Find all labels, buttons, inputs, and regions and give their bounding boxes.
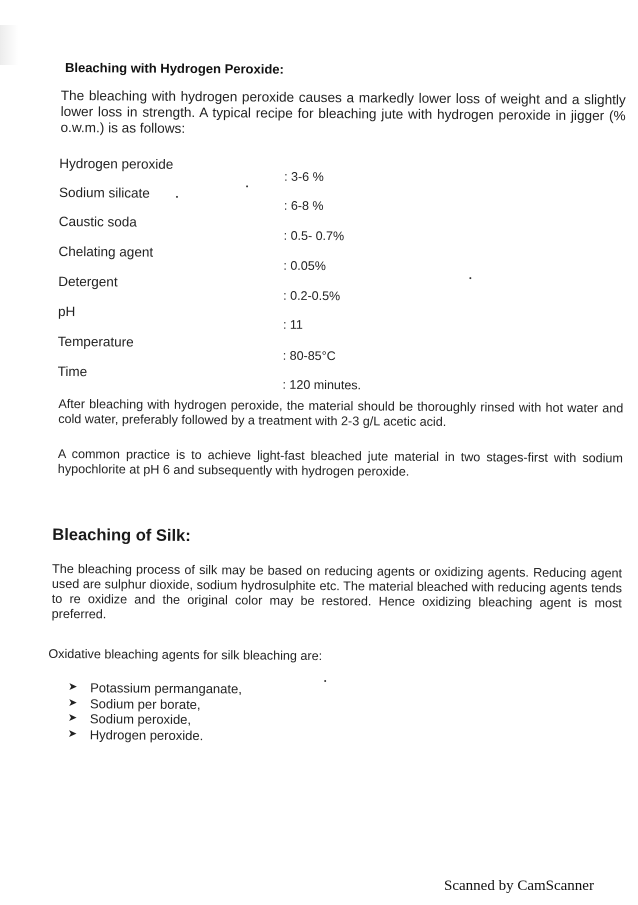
recipe-amount: : 11 [282, 317, 303, 332]
recipe-ingredient: Temperature [57, 333, 134, 350]
recipe-row [58, 273, 418, 304]
recipe-row [57, 363, 418, 393]
scan-speck [246, 185, 248, 187]
two-stage-paragraph: A common practice is to achieve light-fast bleached jute material in two stages-first with sodium hypochlorite at pH 6 and subsequently with hydrogen peroxide. [57, 446, 623, 479]
agents-intro: Oxidative bleaching agents for silk bleaching are: [48, 646, 323, 664]
recipe-ingredient: pH [58, 303, 76, 320]
recipe-ingredient: Chelating agent [58, 243, 154, 260]
scanner-watermark: Scanned by CamScanner [444, 878, 594, 894]
recipe-row [58, 184, 419, 214]
intro-paragraph: The bleaching with hydrogen peroxide causes a markedly lower loss of weight and a slightly lower loss in strength. A typical recipe for bleaching jute with hydrogen peroxide in jigger (% o.w.m.) is as follows: [60, 87, 626, 136]
section-heading-silk: Bleaching of Silk: [52, 525, 191, 545]
recipe-ingredient: Caustic soda [58, 213, 137, 230]
recipe-row [58, 243, 418, 274]
rinse-paragraph: After bleaching with hydrogen peroxide, the material should be thoroughly rinsed with hot water and cold water, preferably followed by a treatment with 2-3 g/L acetic acid. [58, 396, 624, 429]
recipe-row [57, 333, 418, 364]
arrowhead-bullet-icon: ➤ [68, 681, 78, 694]
oxidative-agents-list [68, 680, 242, 743]
recipe-row [58, 303, 418, 332]
recipe-amount: : 80-85°C [282, 348, 336, 364]
arrowhead-bullet-icon: ➤ [67, 696, 78, 709]
recipe-ingredient: Sodium silicate [58, 184, 150, 201]
recipe-amount: : 0.05% [283, 258, 326, 274]
list-item: ➤ Hydrogen peroxide. [67, 726, 204, 743]
scan-speck [176, 196, 178, 198]
scan-speck [324, 680, 326, 682]
recipe-amount: : 3-6 % [284, 169, 324, 185]
arrowhead-bullet-icon: ➤ [67, 727, 78, 740]
recipe-amount: : 0.5- 0.7% [283, 228, 345, 244]
recipe-table [57, 155, 419, 393]
recipe-row [58, 213, 419, 244]
scan-speck [469, 277, 471, 279]
recipe-ingredient: Hydrogen peroxide [59, 155, 174, 172]
recipe-ingredient: Detergent [58, 273, 118, 290]
list-item: ➤ Potassium permanganate, [68, 680, 242, 697]
recipe-ingredient: Time [57, 363, 88, 380]
recipe-row [59, 155, 419, 185]
section-heading-hydrogen-peroxide: Bleaching with Hydrogen Peroxide: [64, 59, 284, 77]
silk-paragraph: The bleaching process of silk may be based on reducing agents or oxidizing agents. Reducing agent used are sulphur dioxide, sodium hydrosulphite etc. The material bleached with reducing agents tends to re oxidize and the original color may be restored. Hence oxidizing bleaching agent is most preferred. [51, 561, 623, 622]
recipe-amount: : 6-8 % [283, 198, 324, 214]
recipe-amount: : 0.2-0.5% [283, 288, 341, 304]
arrowhead-bullet-icon: ➤ [67, 712, 78, 725]
list-item: ➤ Sodium per borate, [67, 695, 201, 712]
list-item: ➤ Sodium peroxide, [67, 711, 192, 727]
recipe-amount: : 120 minutes. [282, 377, 362, 393]
